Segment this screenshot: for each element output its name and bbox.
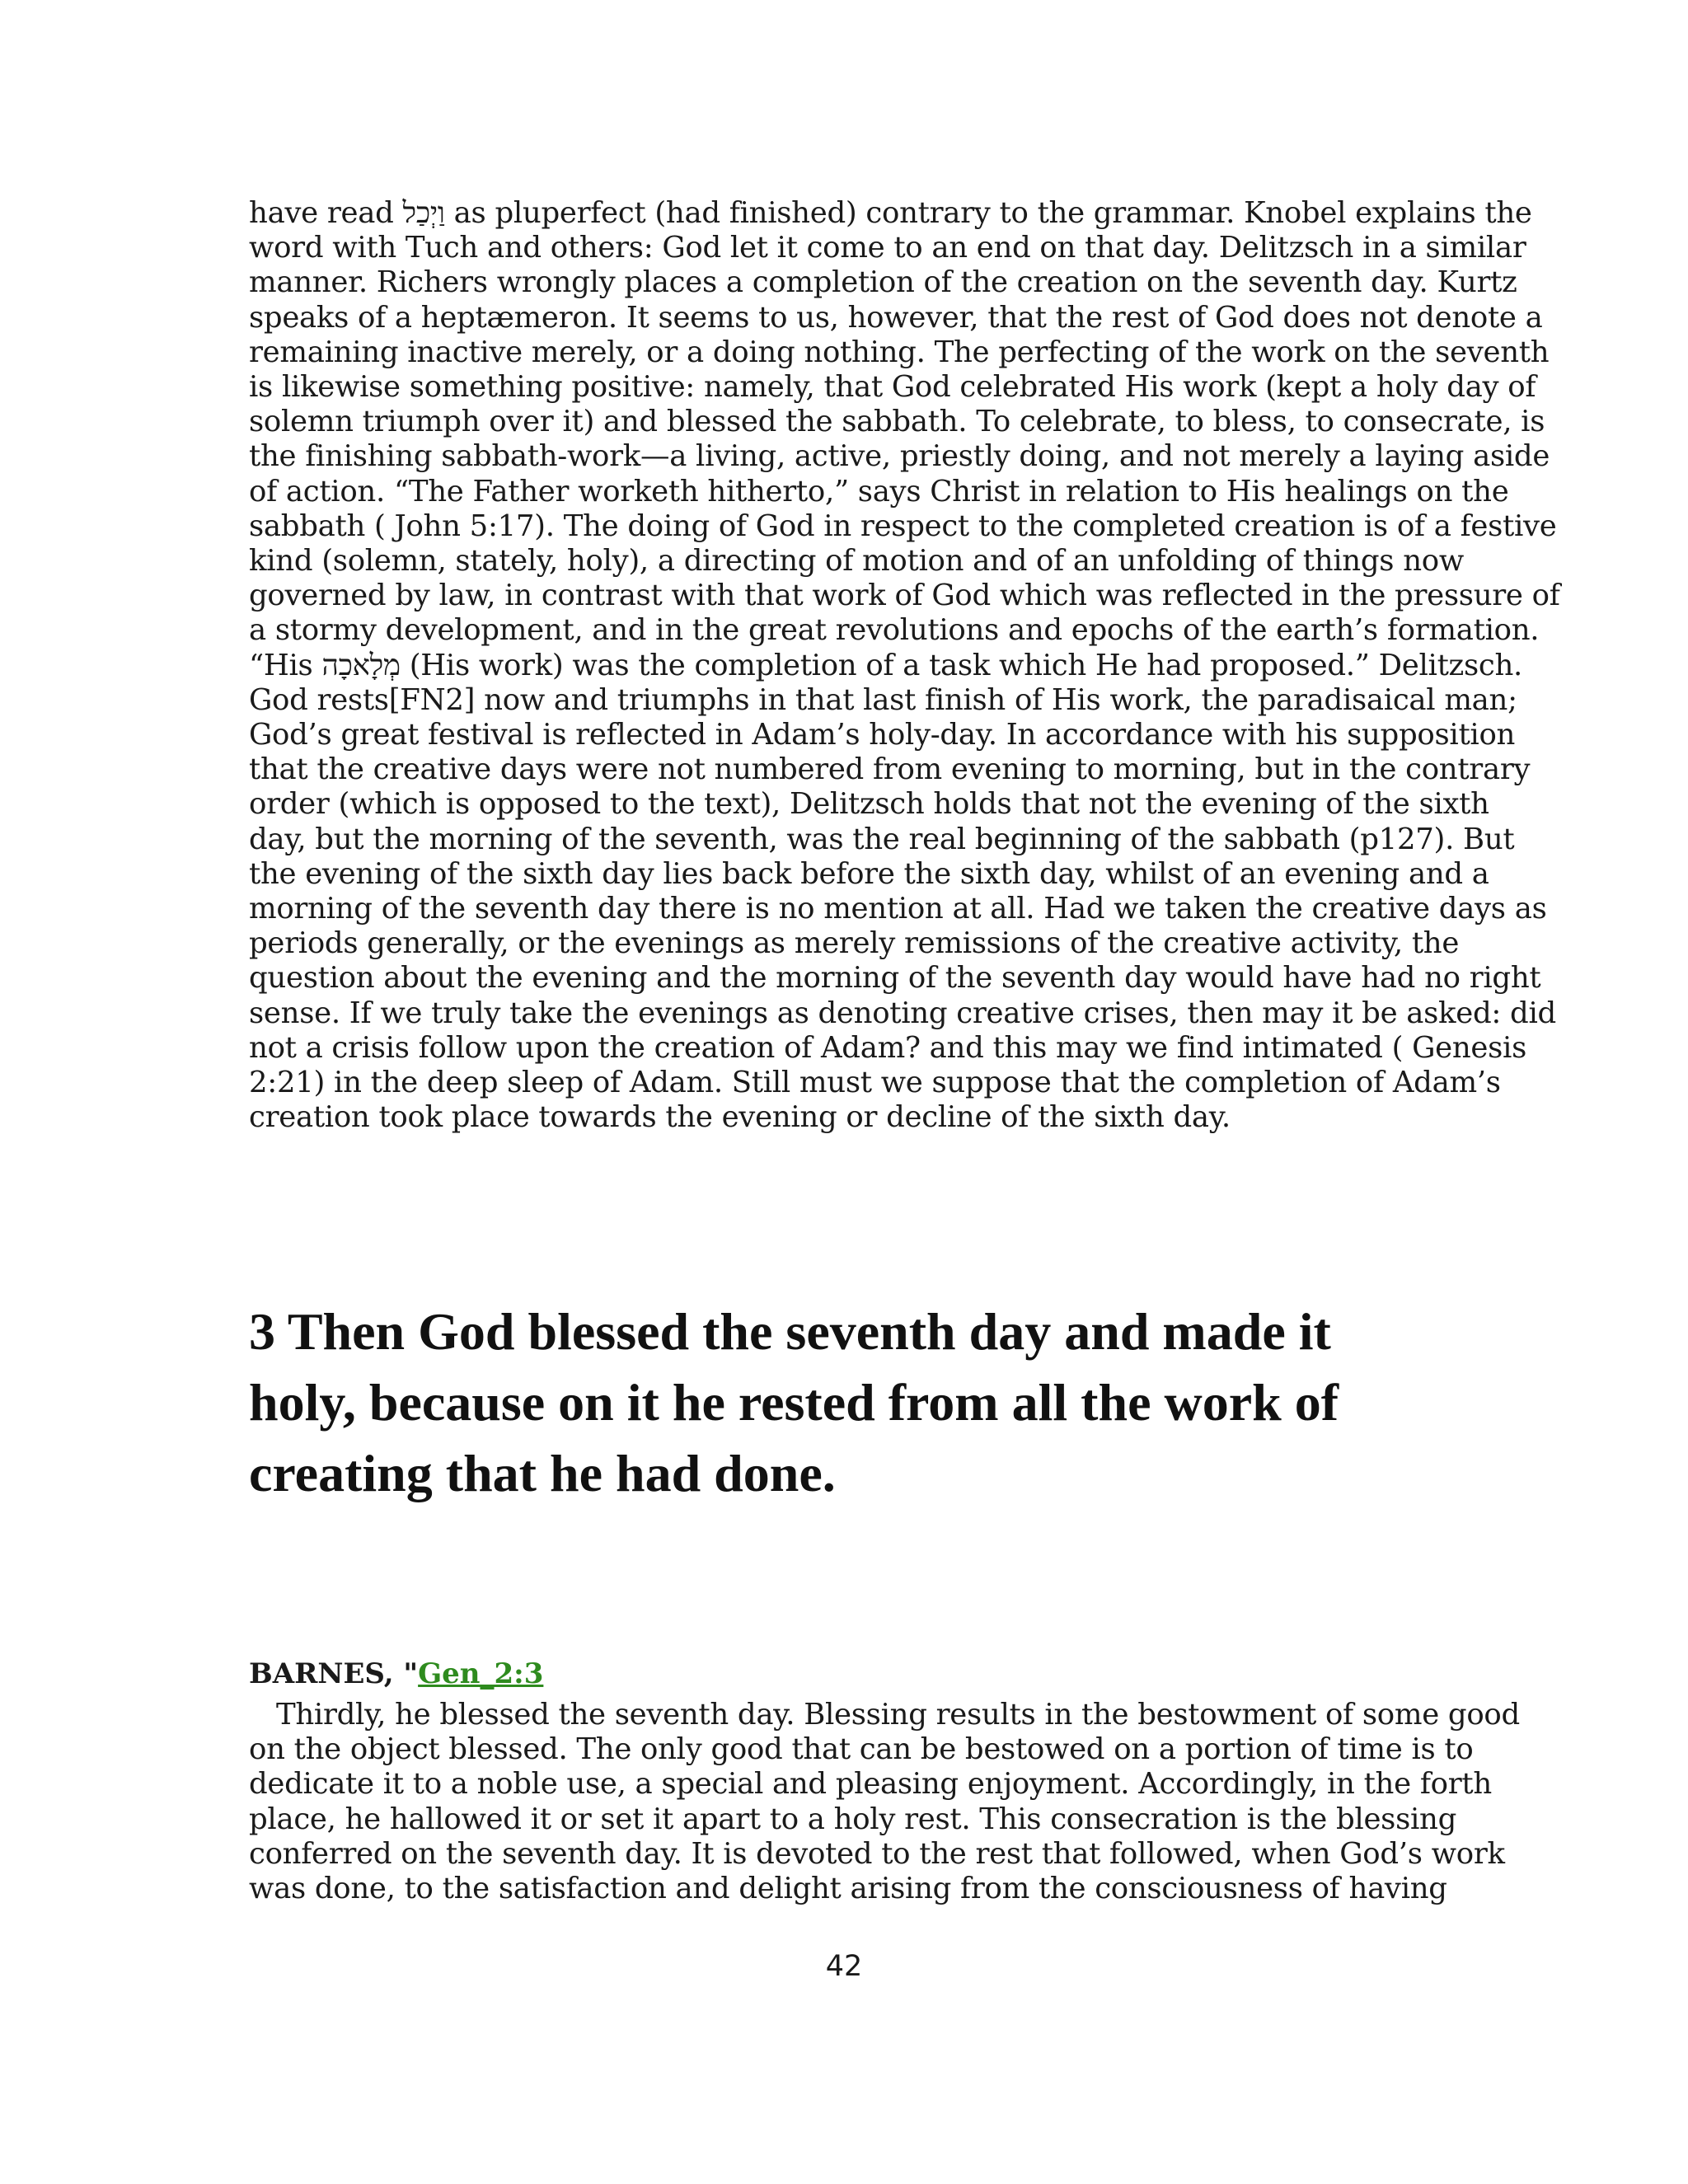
verse-line: creating that he had done. (249, 1444, 836, 1502)
text-line: periods generally, or the evenings as merely remissions of the creative activity, the (249, 926, 1460, 961)
text-line: speaks of a heptæmeron. It seems to us, however, that the rest of God does not denote a (249, 300, 1543, 335)
text-line: remaining inactive merely, or a doing nothing. The perfecting of the work on the seventh (249, 335, 1550, 369)
text-line: governed by law, in contrast with that work of God which was reflected in the pressure of (249, 579, 1560, 613)
barnes-paragraph (249, 1698, 1520, 1906)
text-line: question about the evening and the morning of the seventh day would have had no right (249, 961, 1541, 996)
text-line: God’s great festival is reflected in Adam’s holy-day. In accordance with his supposition (249, 718, 1516, 752)
text-line: manner. Richers wrongly places a completion of the creation on the seventh day. Kurtz (249, 265, 1517, 300)
text-line: order (which is opposed to the text), Delitzsch holds that not the evening of the sixth (249, 787, 1489, 822)
text-line: Thirdly, he blessed the seventh day. Blessing results in the bestowment of some good (249, 1698, 1520, 1732)
text-line: solemn triumph over it) and blessed the sabbath. To celebrate, to bless, to consecrate, is (249, 405, 1545, 439)
text-line: kind (solemn, stately, holy), a directing of motion and of an unfolding of things now (249, 544, 1464, 579)
barnes-label: BARNES, " (249, 1657, 419, 1690)
text-line: place, he hallowed it or set it apart to a holy rest. This consecration is the blessing (249, 1802, 1457, 1836)
text-line: a stormy development, and in the great revolutions and epochs of the earth’s formation. (249, 613, 1540, 648)
gen-2-3-link[interactable]: Gen_2:3 (418, 1657, 544, 1690)
text-line: “His מְלָאכָה (His work) was the completion of a task which He had proposed.” Delitzsch. (249, 648, 1522, 682)
text-line: of action. “The Father worketh hitherto,” says Christ in relation to His healings on the (249, 474, 1509, 509)
text-line: word with Tuch and others: God let it come to an end on that day. Delitzsch in a similar (249, 231, 1526, 265)
barnes-heading (249, 1657, 543, 1691)
text-line: the evening of the sixth day lies back before the sixth day, whilst of an evening and a (249, 856, 1489, 891)
verse-heading (249, 1296, 1485, 1509)
text-line: sense. If we truly take the evenings as denoting creative crises, then may it be asked: did (249, 996, 1556, 1030)
text-line: 2:21) in the deep sleep of Adam. Still must we suppose that the completion of Adam’s (249, 1066, 1501, 1100)
text-line: God rests[FN2] now and triumphs in that last finish of His work, the paradisaical man; (249, 682, 1517, 717)
text-line: conferred on the seventh day. It is devoted to the rest that followed, when God’s work (249, 1836, 1505, 1871)
text-line: dedicate it to a noble use, a special and pleasing enjoyment. Accordingly, in the forth (249, 1767, 1492, 1802)
text-line: day, but the morning of the seventh, was the real beginning of the sabbath (p127). But (249, 822, 1515, 856)
text-line: sabbath ( John 5:17). The doing of God in respect to the completed creation is of a festive (249, 509, 1557, 543)
text-line: the finishing sabbath-work—a living, active, priestly doing, and not merely a laying aside (249, 439, 1550, 474)
verse-line: 3 Then God blessed the seventh day and made it (249, 1302, 1331, 1361)
text-line: was done, to the satisfaction and delight arising from the consciousness of having (249, 1872, 1447, 1906)
commentary-paragraph (249, 196, 1560, 1135)
text-line: have read וַיְכַל as pluperfect (had finished) contrary to the grammar. Knobel explains the (249, 196, 1532, 230)
text-line: is likewise something positive: namely, that God celebrated His work (kept a holy day of (249, 370, 1536, 405)
verse-line: holy, because on it he rested from all the work of (249, 1373, 1339, 1432)
text-line: that the creative days were not numbered from evening to morning, but in the contrary (249, 752, 1531, 787)
text-line: morning of the seventh day there is no mention at all. Had we taken the creative days as (249, 892, 1547, 926)
text-line: creation took place towards the evening or decline of the sixth day. (249, 1100, 1231, 1135)
text-line: on the object blessed. The only good that can be bestowed on a portion of time is to (249, 1732, 1474, 1767)
text-line: not a crisis follow upon the creation of Adam? and this may we find intimated ( Genesis (249, 1030, 1527, 1065)
page-number: 42 (825, 1950, 863, 1983)
